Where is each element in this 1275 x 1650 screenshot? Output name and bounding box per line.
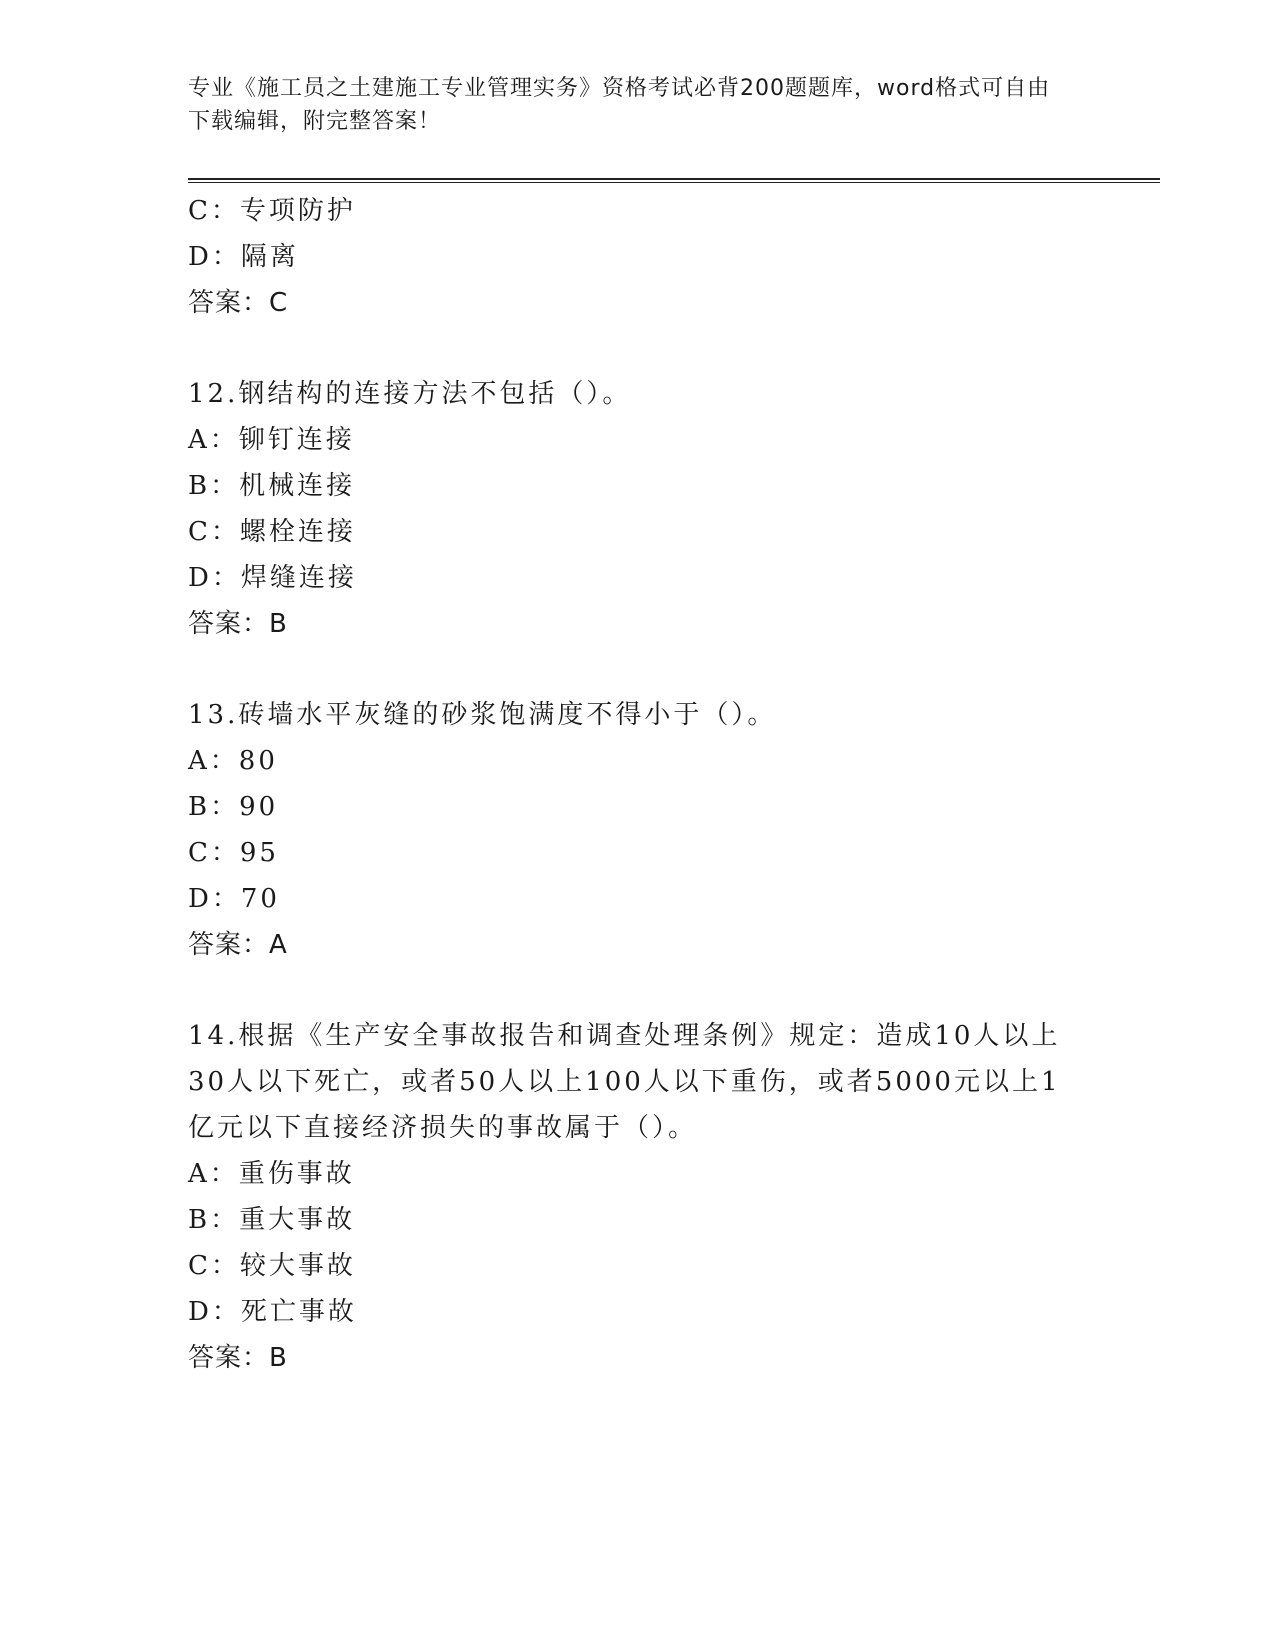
option-b: B：机械连接 (188, 471, 356, 501)
document-body (188, 188, 1068, 1381)
question-stem: 13.砖墙水平灰缝的砂浆饱满度不得小于（）。 (188, 700, 777, 730)
option-c: C：专项防护 (188, 196, 356, 226)
option-a: A：铆钉连接 (188, 425, 355, 455)
option-b: B：重大事故 (188, 1205, 356, 1235)
answer-line: 答案：C (188, 288, 289, 318)
question-stem: 12.钢结构的连接方法不包括（）。 (188, 379, 632, 409)
option-d: D：隔离 (188, 242, 299, 272)
answer-line: 答案：A (188, 930, 288, 960)
question-12 (188, 371, 1068, 647)
answer-line: 答案：B (188, 609, 288, 639)
option-c: C：95 (188, 838, 279, 868)
option-c: C：较大事故 (188, 1251, 356, 1281)
question-stem: 14.根据《生产安全事故报告和调查处理条例》规定：造成10人以上30人以下死亡，或者50人以上100人以下重伤，或者5000元以上1亿元以下直接经济损失的事故属于（）。 (188, 1021, 1061, 1143)
answer-line: 答案：B (188, 1343, 288, 1373)
option-b: B：90 (188, 792, 279, 822)
option-d: D：死亡事故 (188, 1297, 357, 1327)
option-a: A：重伤事故 (188, 1159, 355, 1189)
option-d: D：70 (188, 884, 280, 914)
option-c: C：螺栓连接 (188, 517, 356, 547)
option-d: D：焊缝连接 (188, 563, 357, 593)
option-a: A：80 (188, 746, 278, 776)
document-header: 专业《施工员之土建施工专业管理实务》资格考试必背200题题库，word格式可自由下载编辑，附完整答案！ (188, 76, 1051, 134)
header-divider (188, 178, 1160, 183)
carryover-question (188, 188, 1068, 326)
question-14 (188, 1013, 1068, 1381)
question-13 (188, 692, 1068, 968)
